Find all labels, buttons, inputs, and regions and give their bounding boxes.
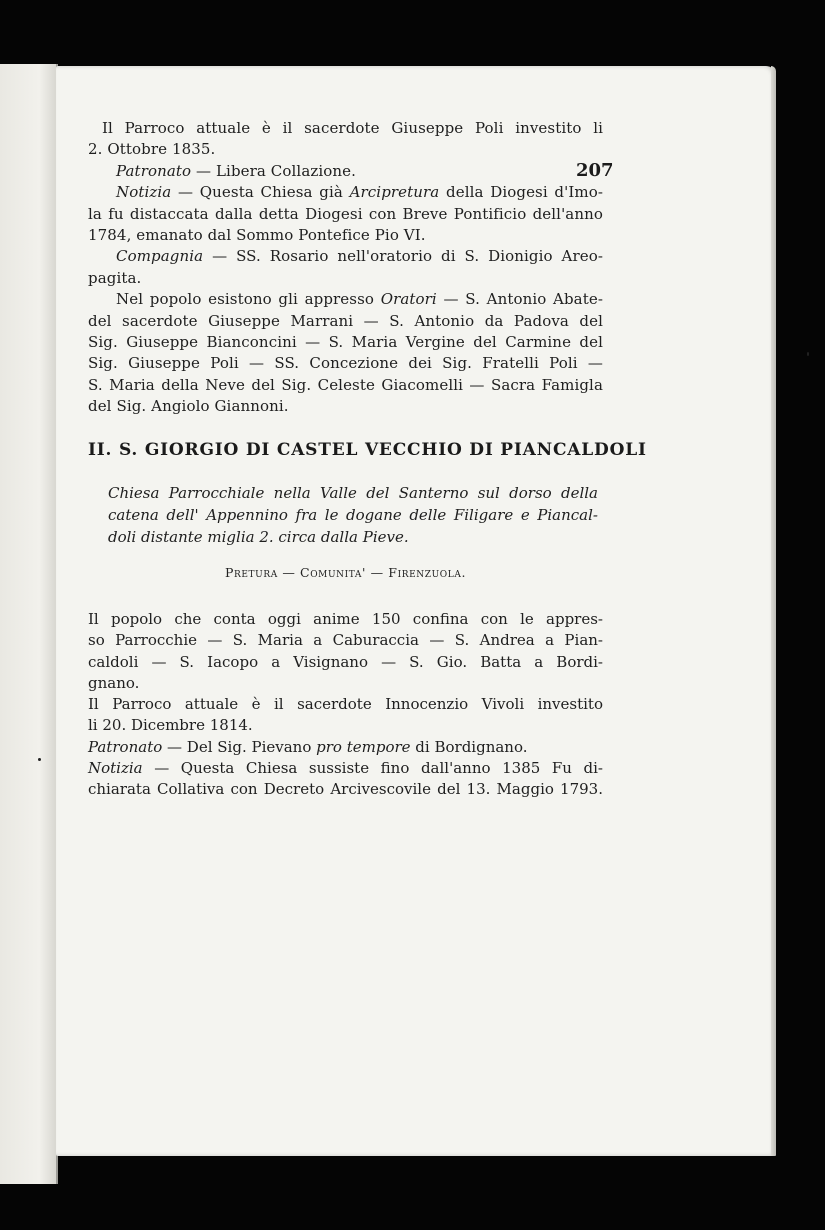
- text-line: catena dell' Appennino fra le dogane delle Filigare e Piancal-: [108, 506, 598, 524]
- patronato-text: — Del Sig. Pievano: [162, 737, 317, 756]
- patronato-text: di Bordignano.: [410, 737, 528, 756]
- oratori-italic: Oratori: [380, 290, 437, 309]
- notizia-italic: Arcipretura: [349, 183, 440, 202]
- text-line: S. Maria della Neve del Sig. Celeste Giacomelli — Sacra Famigla: [88, 375, 603, 394]
- text-line: chiarata Collativa con Decreto Arcivescovile del 13. Maggio 1793.: [88, 780, 603, 799]
- page-edge: [771, 66, 776, 1156]
- previous-entry-text: [88, 118, 603, 418]
- notizia-label: Notizia: [88, 759, 143, 778]
- oratori-text: — S. Antonio Abate-: [436, 290, 604, 309]
- text-line: del Sig. Angiolo Giannoni.: [88, 397, 289, 416]
- text-line: so Parrocchie — S. Maria a Caburaccia — S. Andrea a Pian-: [88, 631, 603, 650]
- current-entry-text: [88, 609, 603, 801]
- notizia-text: — Questa Chiesa sussiste fino dall'anno 1385 Fu di-: [142, 759, 603, 778]
- text-line: Il Parroco attuale è il sacerdote Innocenzio Vivoli investito: [88, 695, 603, 714]
- jurisdiction-subheading: Pretura — Comunita' — Firenzuola.: [224, 565, 467, 580]
- text-line: 1784, emanato dal Sommo Pontefice Pio VI.: [88, 226, 426, 245]
- text-line: [88, 758, 603, 779]
- patronato-label: Patronato: [88, 737, 163, 756]
- notizia-label: Notizia: [116, 183, 172, 202]
- text-line: [88, 182, 603, 203]
- parroco-paragraph: [88, 118, 603, 161]
- text-line: doli distante miglia 2. circa dalla Pieve.: [108, 528, 409, 546]
- text-line: la fu distaccata dalla detta Diogesi con Breve Pontificio dell'anno: [88, 204, 603, 223]
- text-line: [88, 289, 603, 310]
- patronato-label: Patronato: [116, 161, 192, 180]
- text-line: 2. Ottobre 1835.: [88, 140, 216, 159]
- notizia-paragraph: [88, 182, 603, 246]
- compagnia-paragraph: [88, 246, 603, 289]
- text-line: Il Parroco attuale è il sacerdote Giuseppe Poli investito li: [102, 119, 603, 137]
- notizia-text: della Diogesi d'Imo-: [439, 183, 603, 202]
- compagnia-text: — SS. Rosario nell'oratorio di S. Dionigio Areo-: [203, 247, 603, 266]
- text-line: Sig. Giuseppe Bianconcini — S. Maria Vergine del Carmine del: [88, 333, 603, 352]
- text-line: Sig. Giuseppe Poli — SS. Concezione dei Sig. Fratelli Poli —: [88, 354, 603, 373]
- text-line: [88, 737, 603, 758]
- page-number: 207: [576, 160, 614, 181]
- patronato-italic: pro tempore: [316, 737, 411, 756]
- ink-speck: [807, 352, 809, 356]
- church-description: [108, 482, 598, 548]
- text-line: li 20. Dicembre 1814.: [88, 716, 253, 735]
- text-line: gnano.: [88, 673, 140, 692]
- compagnia-label: Compagnia: [116, 247, 204, 266]
- patronato-paragraph: [88, 737, 603, 758]
- text-line: [88, 246, 603, 267]
- ink-speck: [38, 758, 41, 761]
- notizia-paragraph: [88, 758, 603, 801]
- parroco-paragraph: [88, 694, 603, 737]
- text-line: pagita.: [88, 268, 142, 287]
- notizia-text: — Questa Chiesa già: [171, 183, 350, 202]
- text-line: Chiesa Parrocchiale nella Valle del Santerno sul dorso della: [108, 484, 598, 502]
- left-page-edge: [0, 64, 58, 1184]
- patronato-text: — Libera Collazione.: [191, 161, 356, 180]
- text-line: [88, 161, 603, 182]
- section-title: II. S. GIORGIO DI CASTEL VECCHIO DI PIANCALDOLI: [88, 440, 647, 460]
- oratori-text: Nel popolo esistono gli appresso: [116, 290, 381, 309]
- text-line: del sacerdote Giuseppe Marrani — S. Antonio da Padova del: [88, 311, 603, 330]
- oratori-paragraph: [88, 289, 603, 417]
- text-line: caldoli — S. Iacopo a Visignano — S. Gio. Batta a Bordi-: [88, 652, 603, 671]
- popolo-paragraph: [88, 609, 603, 694]
- text-line: Il popolo che conta oggi anime 150 confina con le appres-: [88, 610, 603, 628]
- patronato-paragraph: [88, 161, 603, 182]
